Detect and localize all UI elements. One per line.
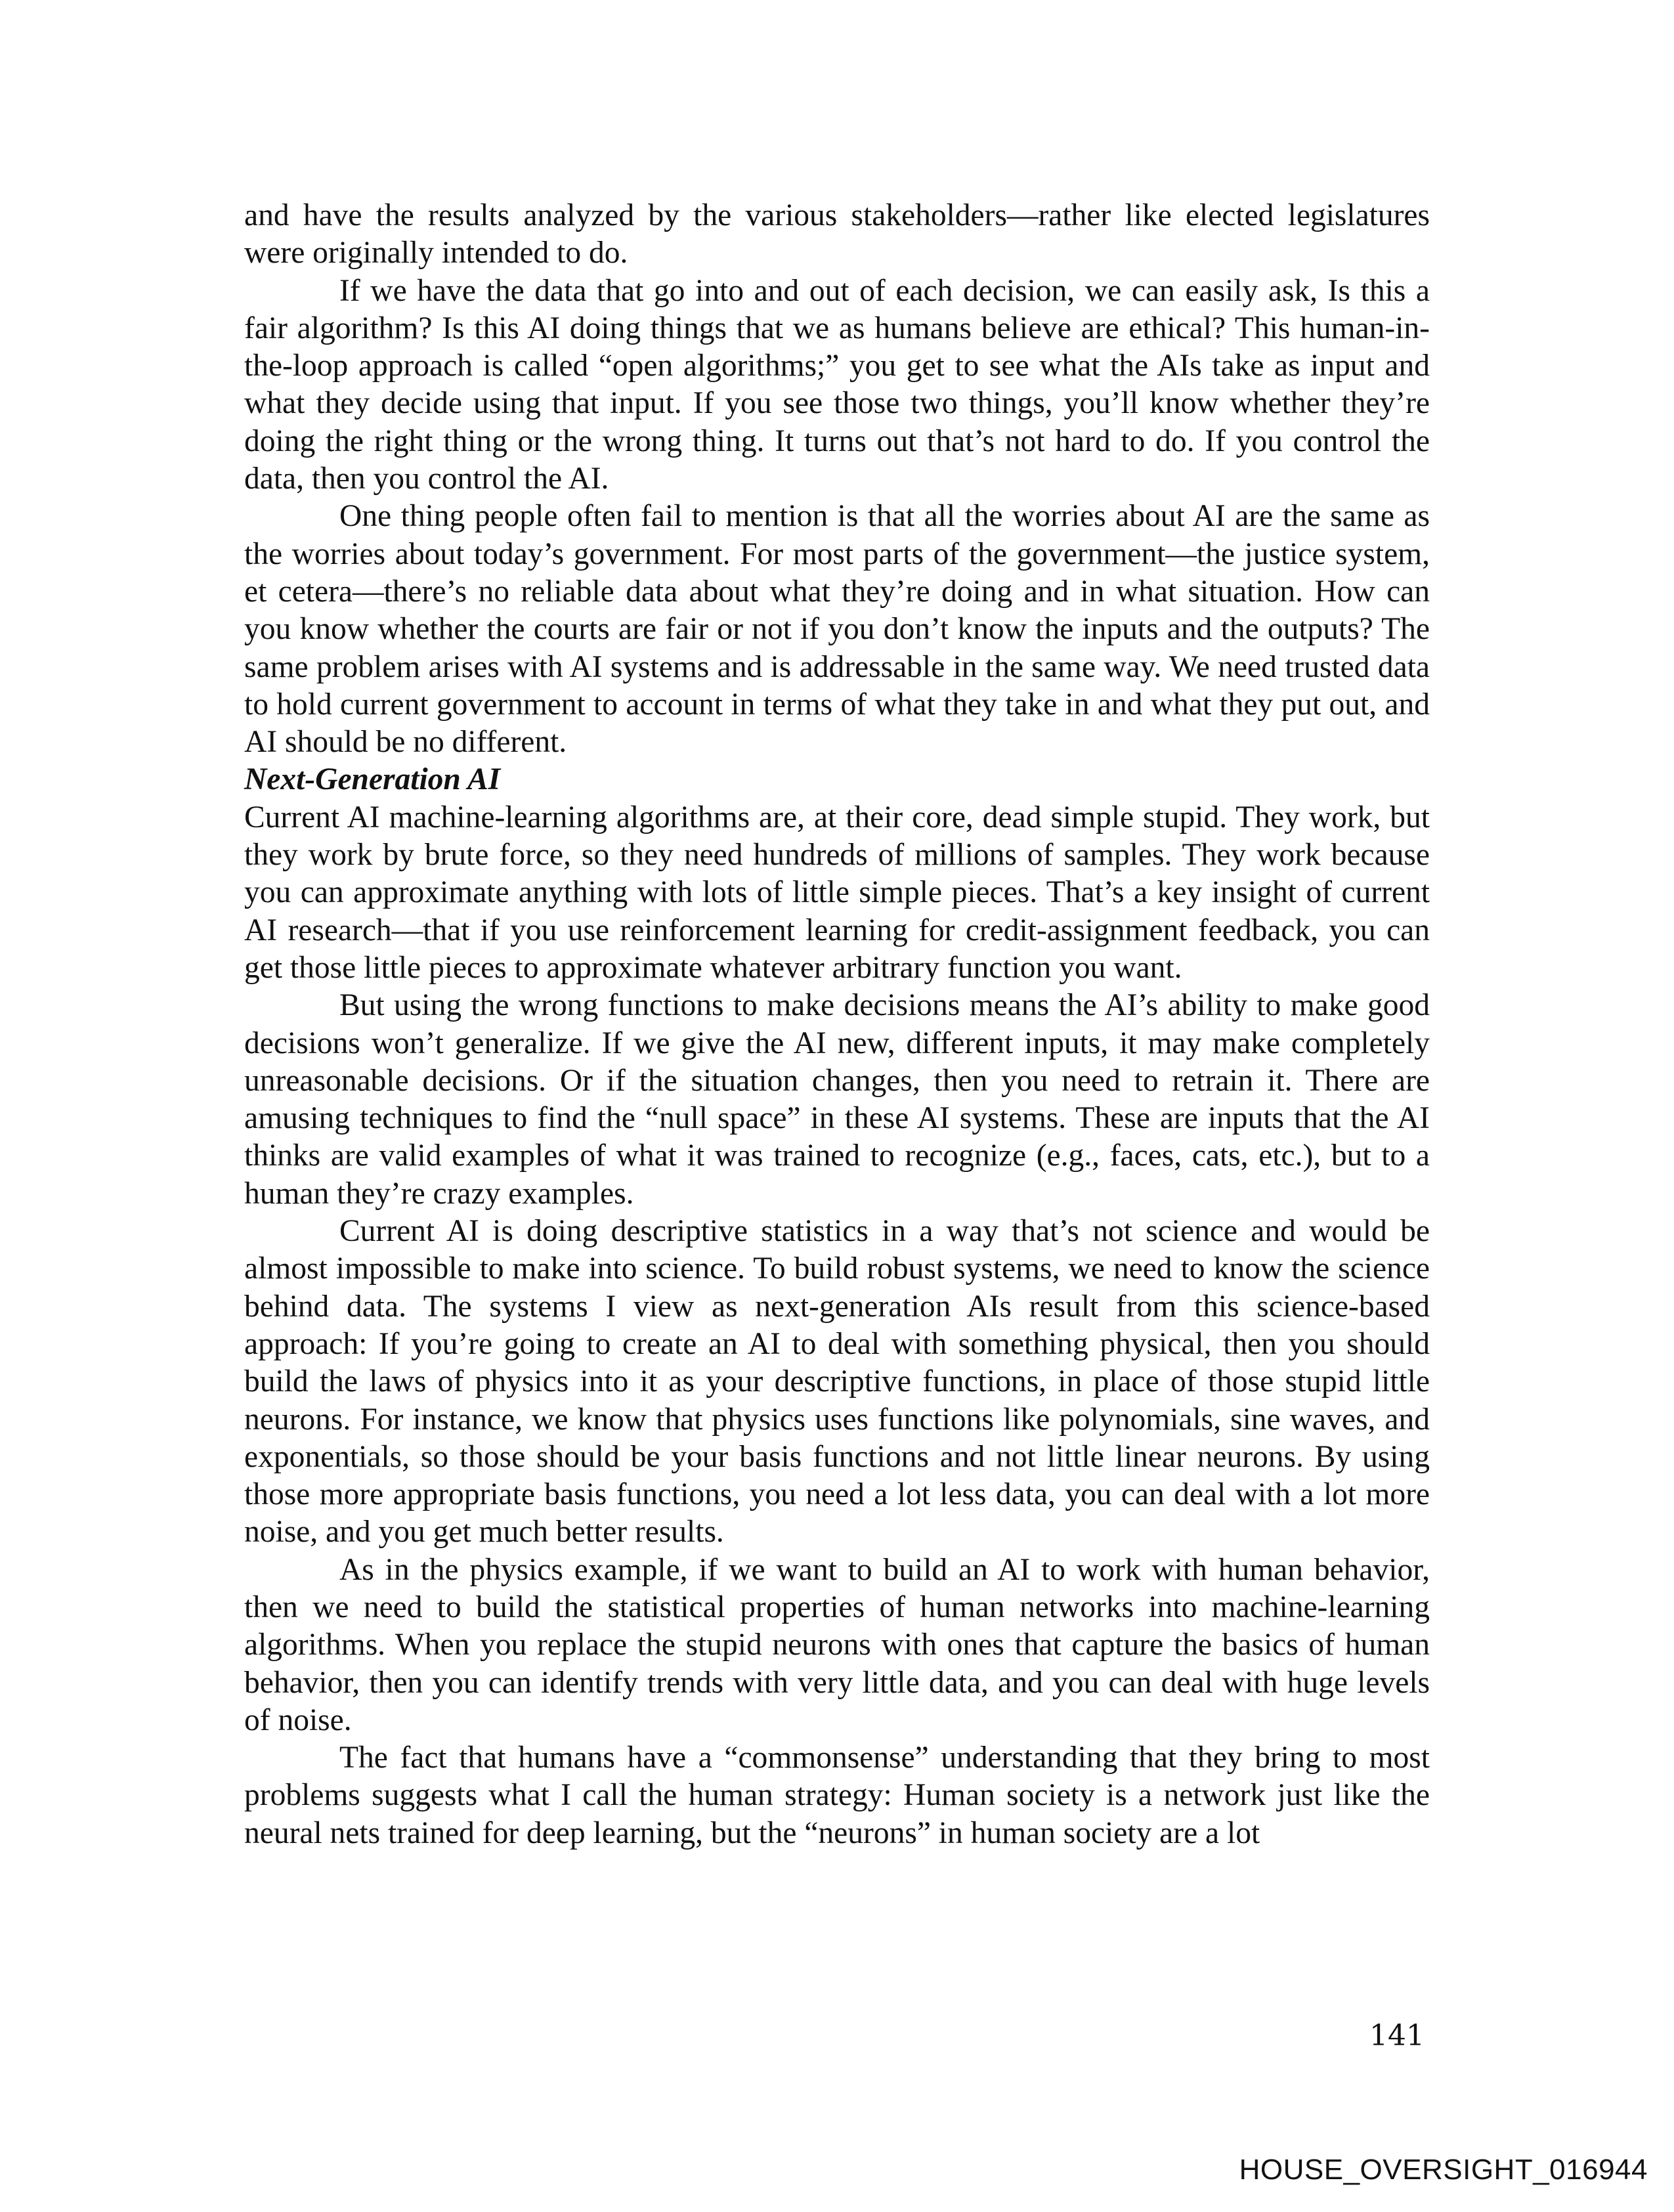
paragraph-open-algorithms: If we have the data that go into and out of each decision, we can easily ask, Is this a fair algorithm? Is this AI doing things that we as humans believe are ethical? This human-in-the-loop approach is called “open algorithms;” you get to see what the AIs take as input and what they decide using that input. If you see those two things, you’ll know whether they’re doing the right thing or the wrong thing. It turns out that’s not hard to do. If you control the data, then you control the AI. [244,273,1430,496]
page-number: 141 [1369,2019,1425,2052]
paragraph-human-strategy: The fact that humans have a “commonsense” understanding that they bring to most problems suggests what I call the human strategy: Human society is a network just like the neural nets trained for deep learning, but the “neurons” in human society are a lot [244,1741,1430,1850]
paragraph-current-ai: Current AI machine-learning algorithms are, at their core, dead simple stupid. They work, but they work by brute force, so they need hundreds of millions of samples. They work because you can approximate anything with lots of little simple pieces. That’s a key insight of current AI research—that if you use reinforcement learning for credit-assignment feedback, you can get those little pieces to approximate whatever arbitrary function you want. [244,800,1430,985]
section-heading: Next-Generation AI [244,762,501,797]
page-body [244,197,1430,1852]
paragraph-government-worries: One thing people often fail to mention is that all the worries about AI are the same as the worries about today’s government. For most parts of the government—the justice system, et cetera—there’s no reliable data about what they’re doing and in what situation. How can you know whether the courts are fair or not if you don’t know the inputs and the outputs? The same problem arises with AI systems and is addressable in the same way. We need trusted data to hold current government to account in terms of what they take in and what they put out, and AI should be no different. [244,499,1430,760]
paragraph-continuation: and have the results analyzed by the various stakeholders—rather like elected legislatures were originally intended to do. [244,198,1430,271]
paragraph-human-behavior: As in the physics example, if we want to build an AI to work with human behavior, then we need to build the statistical properties of human networks into machine-learning algorithms. When you replace the stupid neurons with ones that capture the basics of human behavior, then you can identify trends with very little data, and you can deal with huge levels of noise. [244,1552,1430,1737]
paragraph-descriptive-statistics: Current AI is doing descriptive statistics in a way that’s not science and would be almost impossible to make into science. To build robust systems, we need to know the science behind data. The systems I view as next-generation AIs result from this science-based approach: If you’re going to create an AI to deal with something physical, then you should build the laws of physics into it as your descriptive functions, in place of those stupid little neurons. For instance, we know that physics uses functions like polynomials, sine waves, and exponentials, so those should be your basis functions and not little linear neurons. By using those more appropriate basis functions, you need a lot less data, you can deal with a lot more noise, and you get much better results. [244,1214,1430,1550]
paragraph-wrong-functions: But using the wrong functions to make decisions means the AI’s ability to make good decisions won’t generalize. If we give the AI new, different inputs, it may make completely unreasonable decisions. Or if the situation changes, then you need to retrain it. There are amusing techniques to find the “null space” in these AI systems. These are inputs that the AI thinks are valid examples of what it was trained to recognize (e.g., faces, cats, etc.), but to a human they’re crazy examples. [244,988,1430,1211]
bates-stamp: HOUSE_OVERSIGHT_016944 [1239,2154,1648,2186]
